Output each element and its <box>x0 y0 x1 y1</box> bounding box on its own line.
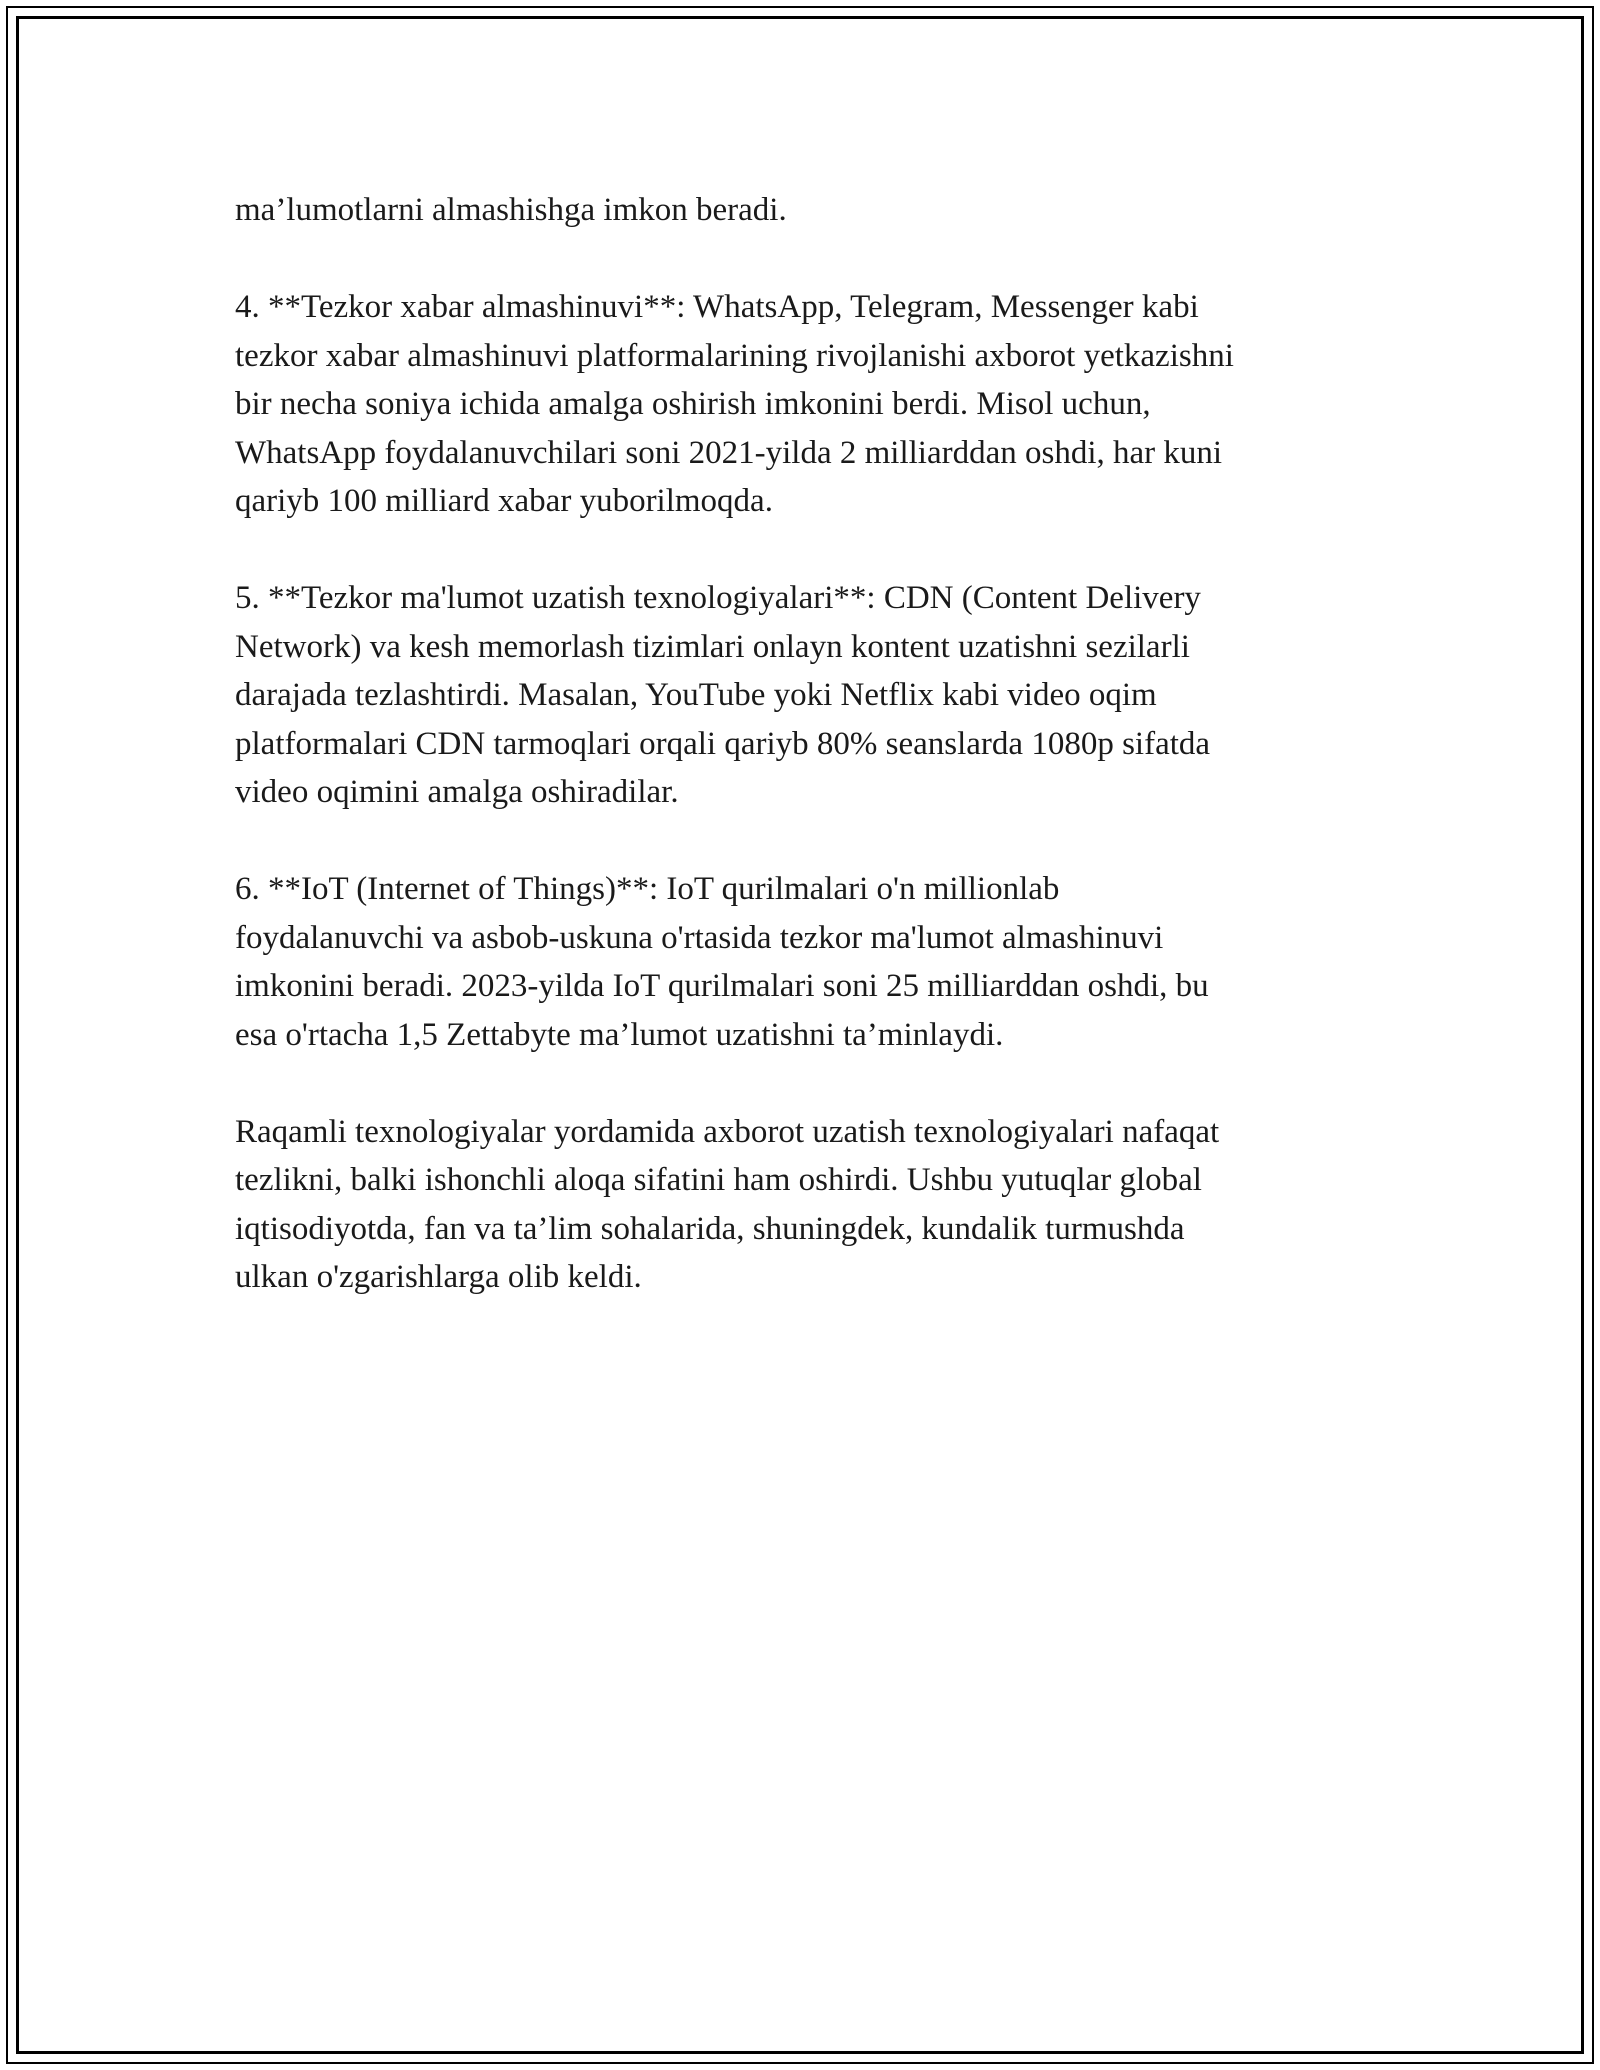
paragraph-item-4: 4. **Tezkor xabar almashinuvi**: WhatsApp, Telegram, Messenger kabi tezkor xabar almashinuvi platformalarining rivojlanishi axborot yetkazishni bir necha soniya ichida amalga oshirish imkonini berdi. Misol uchun, WhatsApp foydalanuvchilari soni 2021-yilda 2 milliarddan oshdi, har kuni qariyb 100 milliard xabar yuborilmoqda. <box>235 289 1234 519</box>
paragraph-item-5: 5. **Tezkor ma'lumot uzatish texnologiyalari**: CDN (Content Delivery Network) va kesh memorlash tizimlari onlayn kontent uzatishni sezilarli darajada tezlashtirdi. Masalan, YouTube yoki Netflix kabi video oqim platformalari CDN tarmoqlari orqali qariyb 80% seanslarda 1080p sifatda video oqimini amalga oshiradilar. <box>235 580 1211 810</box>
paragraph-conclusion: Raqamli texnologiyalar yordamida axborot uzatish texnologiyalari nafaqat tezlikni, balki ishonchli aloqa sifatini ham oshirdi. Ushbu yutuqlar global iqtisodiyotda, fan va ta’lim sohalarida, shuningdek, kundalik turmushda ulkan o'zgarishlarga olib keldi. <box>235 1113 1220 1295</box>
paragraph-item-6: 6. **IoT (Internet of Things)**: IoT qurilmalari o'n millionlab foydalanuvchi va asbob-uskuna o'rtasida tezkor ma'lumot almashinuvi imkonini beradi. 2023-yilda IoT qurilmalari soni 25 milliarddan oshdi, bu esa o'rtacha 1,5 Zettabyte ma’lumot uzatishni ta’minlaydi. <box>235 871 1209 1053</box>
document-body <box>235 186 1365 1350</box>
paragraph-continuation: ma’lumotlarni almashishga imkon beradi. <box>235 192 787 228</box>
